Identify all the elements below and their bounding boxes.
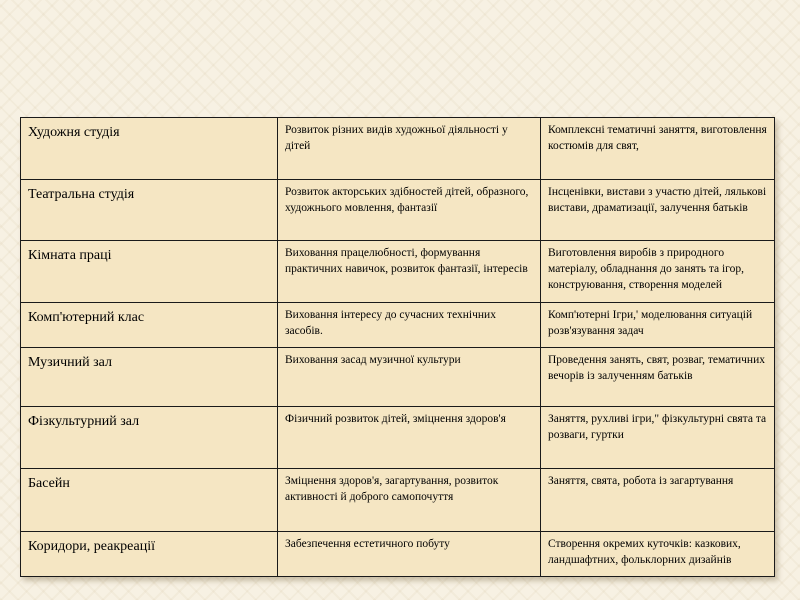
forms-cell: Комп'ютерні Ігри,' моделювання ситуацій розв'язування задач [541, 303, 775, 348]
table-row [21, 348, 775, 407]
table-row [21, 118, 775, 180]
table-row [21, 407, 775, 469]
room-cell: Музичний зал [21, 348, 278, 407]
forms-cell: Комплексні тематичні заняття, виготовлення костюмів для свят, [541, 118, 775, 180]
goal-cell: Зміцнення здоров'я, загартування, розвиток активності й доброго самопочуття [278, 469, 541, 532]
table-row [21, 241, 775, 303]
room-cell: Кімната праці [21, 241, 278, 303]
forms-cell: Проведення занять, свят, розваг, тематичних вечорів із залученням батьків [541, 348, 775, 407]
room-cell: Басейн [21, 469, 278, 532]
room-cell: Комп'ютерний клас [21, 303, 278, 348]
goal-cell: Розвиток різних видів художньої діяльності у дітей [278, 118, 541, 180]
forms-cell: Виготовлення виробів з природного матеріалу, обладнання до занять та ігор, конструювання, створення моделей [541, 241, 775, 303]
goal-cell: Виховання інтересу до сучасних технічних засобів. [278, 303, 541, 348]
forms-cell: Створення окремих куточків: казкових, ландшафтних, фольклорних дизайнів [541, 532, 775, 577]
room-cell: Коридори, реакреації [21, 532, 278, 577]
goal-cell: Виховання працелюбності, формування практичних навичок, розвиток фантазії, інтересів [278, 241, 541, 303]
forms-cell: Інсценівки, вистави з участю дітей, лялькові вистави, драматизації, залучення батьків [541, 180, 775, 241]
table-row [21, 469, 775, 532]
goal-cell: Виховання засад музичної культури [278, 348, 541, 407]
goal-cell: Забезпечення естетичного побуту [278, 532, 541, 577]
goal-cell: Розвиток акторських здібностей дітей, образного, художнього мовлення, фантазії [278, 180, 541, 241]
forms-cell: Заняття, свята, робота із загартування [541, 469, 775, 532]
room-cell: Художня студія [21, 118, 278, 180]
table-row [21, 303, 775, 348]
table-row [21, 180, 775, 241]
goal-cell: Фізичний розвиток дітей, зміцнення здоров'я [278, 407, 541, 469]
room-cell: Театральна студія [21, 180, 278, 241]
activities-table [20, 117, 775, 577]
room-cell: Фізкультурний зал [21, 407, 278, 469]
forms-cell: Заняття, рухливі ігри," фізкультурні свята та розваги, гуртки [541, 407, 775, 469]
table-row [21, 532, 775, 577]
